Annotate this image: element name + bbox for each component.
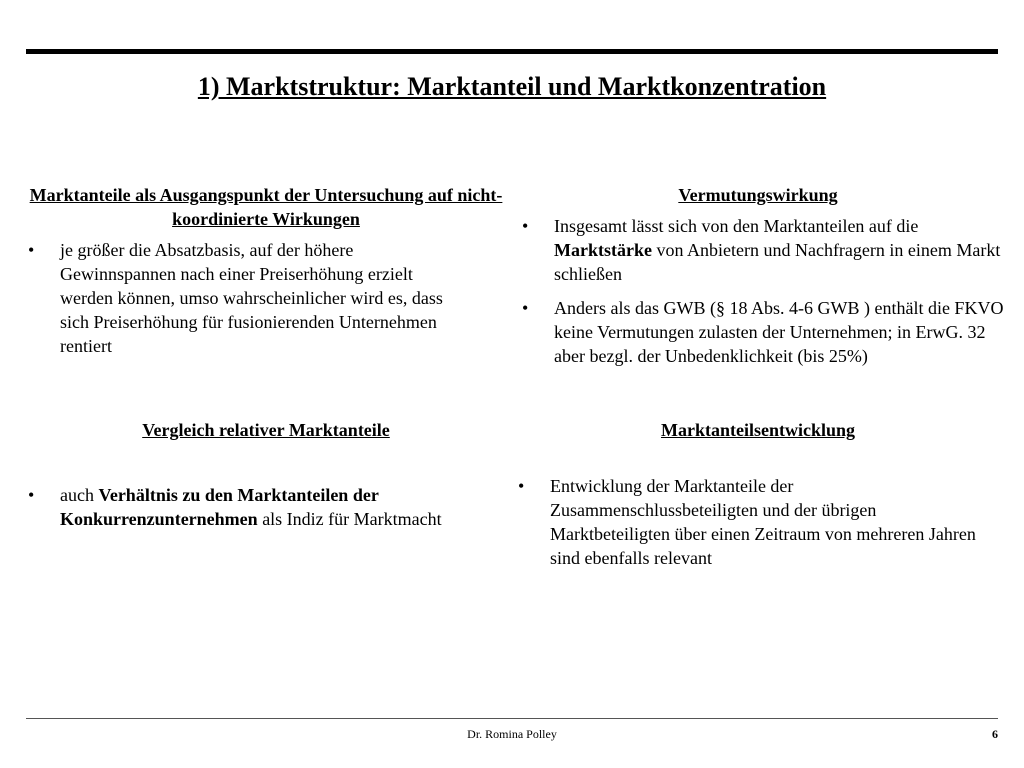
page-number: 6 [992, 727, 998, 741]
slide-title: 1) Marktstruktur: Marktanteil und Marktkonzentration [197, 72, 827, 101]
heading-market-shares-starting-point: Marktanteile als Ausgangspunkt der Untersuchung auf nicht-koordinierte Wirkungen [29, 185, 503, 229]
list-bottom-right [518, 474, 988, 580]
bullet-text: je größer die Absatzbasis, auf der höhere Gewinnspannen nach einer Preiserhöhung erzielt werden können, umso wahrscheinlicher wird es, dass sich Preiserhöhung für fusionierenden Unternehmen rentiert [60, 240, 443, 356]
bullet-text-bold: Verhältnis zu den Marktanteilen der Konkurrenzunternehmen [60, 485, 379, 529]
list-item [28, 483, 498, 531]
list-item [28, 238, 468, 358]
heading-presumption-effect: Vermutungswirkung [678, 185, 838, 205]
bullet-text: auch [60, 485, 99, 505]
list-top-left [28, 238, 468, 368]
list-item [518, 474, 988, 570]
footer-author: Dr. Romina Polley [467, 727, 557, 741]
list-item [522, 214, 1004, 286]
bullet-icon: • [522, 298, 529, 318]
bullet-icon: • [28, 240, 35, 260]
bullet-text: Anders als das GWB (§ 18 Abs. 4-6 GWB ) enthält die FKVO keine Vermutungen zulasten der Unternehmen; in ErwG. 32 aber bezgl. der Unbedenklichkeit (bis 25%) [554, 298, 1004, 366]
list-item [522, 296, 1004, 368]
heading-relative-market-shares: Vergleich relativer Marktanteile [142, 420, 390, 440]
bullet-icon: • [522, 216, 529, 236]
bullet-text: Entwicklung der Marktanteile der Zusammenschlussbeteiligten und der übrigen Marktbeteiligten über einen Zeitraum von mehreren Jahren sind ebenfalls relevant [550, 476, 976, 568]
top-rule [26, 49, 998, 54]
heading-market-share-development: Marktanteilsentwicklung [660, 420, 855, 440]
bullet-text: von Anbietern und Nachfragern in einem Markt schließen [554, 240, 1001, 284]
bullet-text: Insgesamt lässt sich von den Marktanteilen auf die [554, 216, 919, 236]
bottom-rule [26, 718, 998, 719]
list-bottom-left [28, 483, 498, 541]
list-top-right [522, 214, 1004, 378]
bullet-icon: • [28, 485, 35, 505]
bullet-text-bold: Marktstärke [554, 240, 652, 260]
bullet-icon: • [518, 476, 525, 496]
bullet-text: als Indiz für Marktmacht [257, 509, 442, 529]
